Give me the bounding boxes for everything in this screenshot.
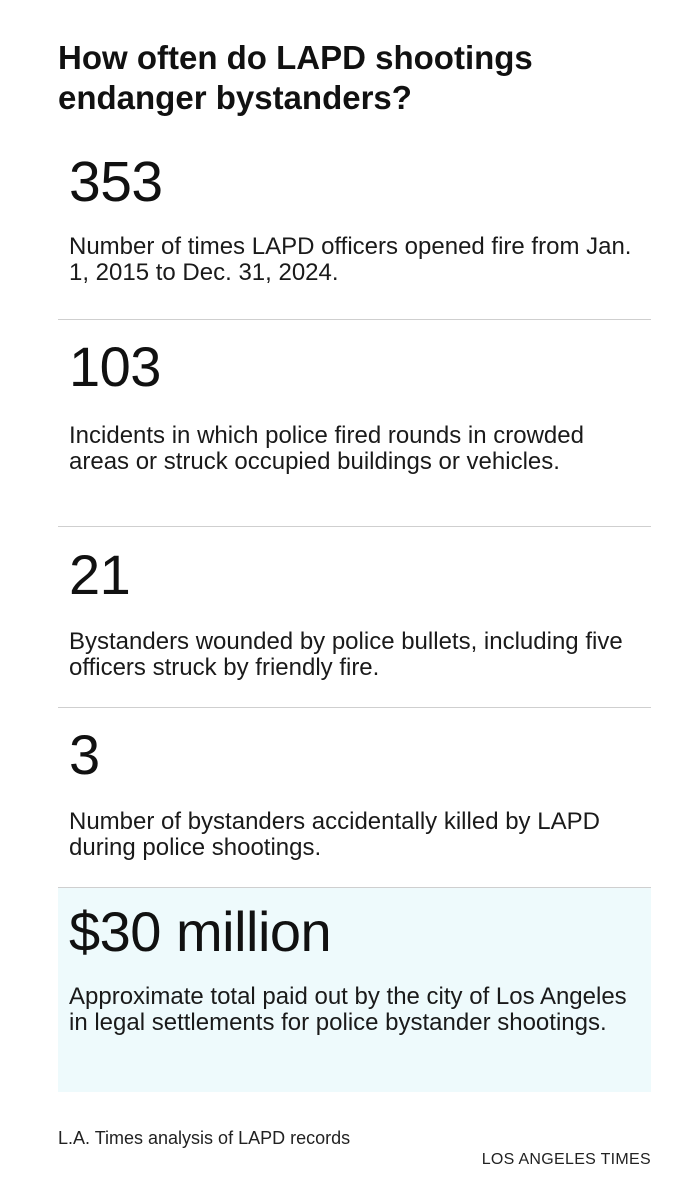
stat-description: Number of times LAPD officers opened fire from Jan. 1, 2015 to Dec. 31, 2024. [69, 233, 632, 286]
divider [58, 707, 651, 708]
page-title: How often do LAPD shootings endanger bystanders? [58, 39, 533, 116]
stat-description: Number of bystanders accidentally killed by LAPD during police shootings. [69, 808, 600, 861]
stat-value: $30 million [69, 900, 332, 963]
stat-block-bystanders-killed [58, 725, 651, 861]
divider [58, 319, 651, 320]
stat-block-settlements [58, 888, 651, 1092]
stat-block-bystanders-wounded [58, 545, 651, 681]
stat-block-crowded-areas [58, 337, 651, 475]
stat-value: 3 [69, 723, 100, 786]
stat-description: Incidents in which police fired rounds in crowded areas or struck occupied buildings or vehicles. [69, 422, 584, 475]
publisher-credit: LOS ANGELES TIMES [481, 1151, 651, 1168]
stat-value: 21 [69, 543, 131, 606]
stat-description: Bystanders wounded by police bullets, including five officers struck by friendly fire. [69, 628, 623, 681]
stat-value: 353 [69, 150, 163, 214]
divider [58, 526, 651, 527]
stat-value: 103 [69, 335, 161, 398]
stat-block-opened-fire [58, 152, 651, 286]
source-note: L.A. Times analysis of LAPD records [58, 1128, 351, 1148]
stat-description: Approximate total paid out by the city of Los Angeles in legal settlements for police bystander shootings. [69, 983, 627, 1036]
